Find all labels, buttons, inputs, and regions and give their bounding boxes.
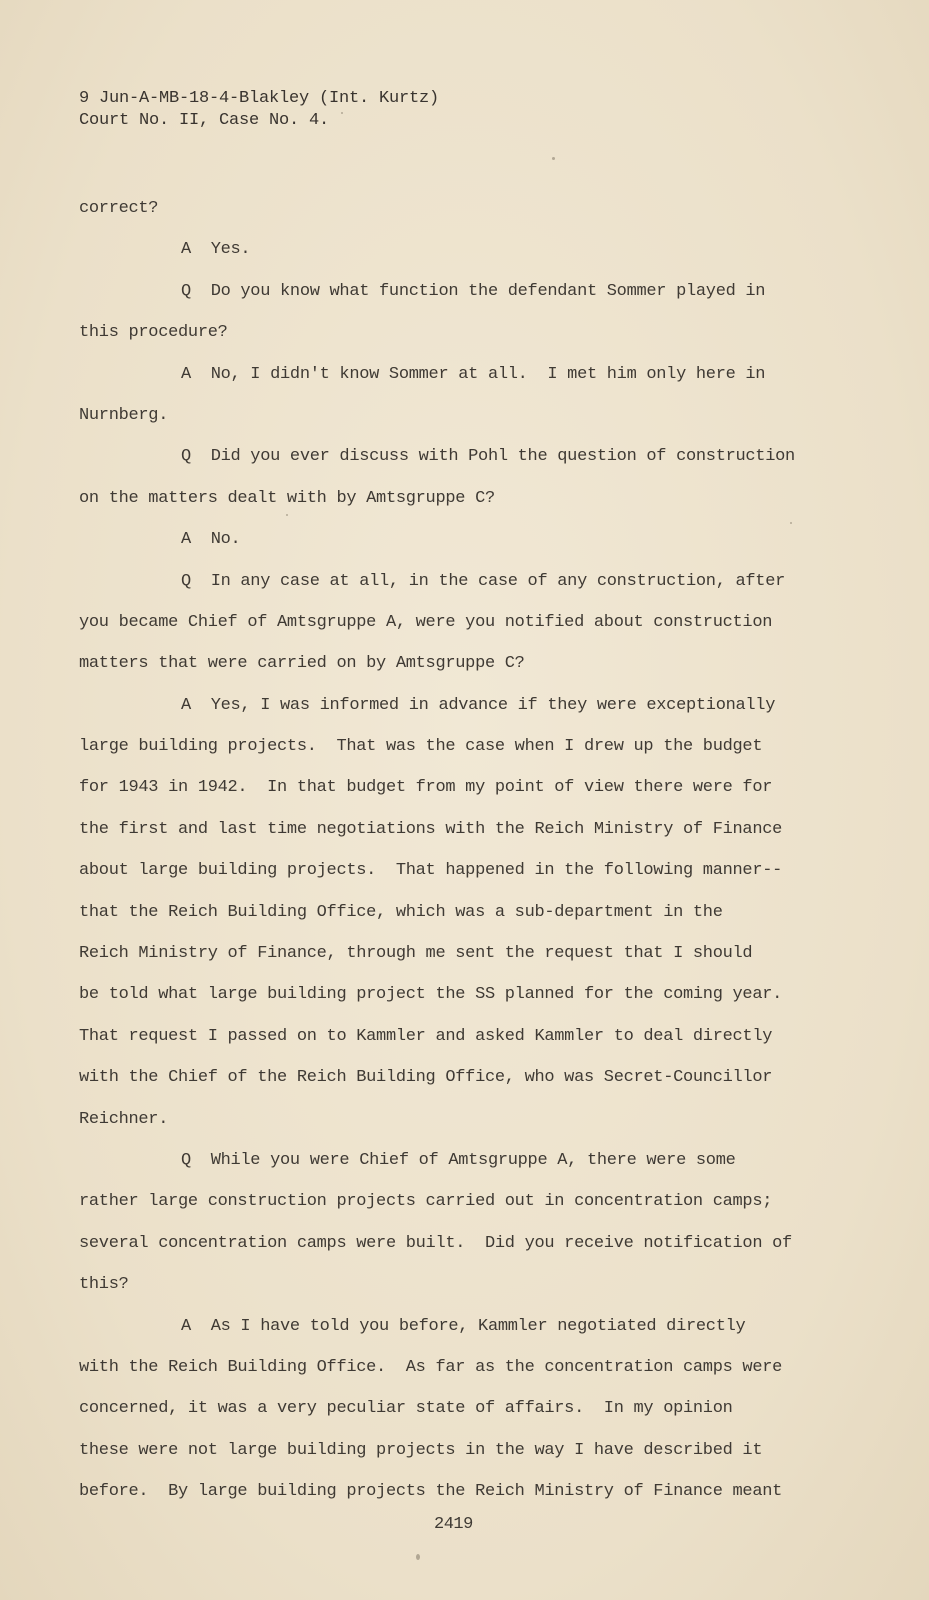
transcript-line: before. By large building projects the Reich Ministry of Finance meant bbox=[79, 1482, 783, 1502]
transcript-line: rather large construction projects carried out in concentration camps; bbox=[79, 1192, 773, 1212]
transcript-line: A Yes, I was informed in advance if they were exceptionally bbox=[181, 695, 776, 715]
page-number: 2419 bbox=[434, 1515, 473, 1534]
transcript-line: you became Chief of Amtsgruppe A, were you notified about construction bbox=[79, 612, 773, 632]
transcript-line: large building projects. That was the case when I drew up the budget bbox=[79, 737, 763, 757]
transcript-line: these were not large building projects in the way I have described it bbox=[79, 1440, 763, 1460]
header-line-2: Court No. II, Case No. 4. bbox=[79, 111, 330, 130]
paper-speck bbox=[286, 514, 288, 516]
transcript-line: Reich Ministry of Finance, through me sent the request that I should bbox=[79, 944, 753, 964]
transcript-line: Q In any case at all, in the case of any construction, after bbox=[181, 571, 786, 591]
transcript-line: A Yes. bbox=[181, 240, 251, 260]
transcript-line: That request I passed on to Kammler and asked Kammler to deal directly bbox=[79, 1026, 773, 1046]
paper-speck bbox=[552, 157, 555, 160]
transcript-line: A As I have told you before, Kammler negotiated directly bbox=[181, 1316, 746, 1336]
transcript-line: Q While you were Chief of Amtsgruppe A, there were some bbox=[181, 1150, 736, 1170]
transcript-line: A No. bbox=[181, 530, 241, 550]
transcript-line: several concentration camps were built. Did you receive notification of bbox=[79, 1233, 792, 1253]
paper-speck bbox=[341, 112, 343, 114]
paper-speck bbox=[416, 1554, 420, 1560]
header-line-1: 9 Jun-A-MB-18-4-Blakley (Int. Kurtz) bbox=[79, 89, 440, 108]
transcript-line: this? bbox=[79, 1275, 129, 1295]
transcript-line: this procedure? bbox=[79, 323, 228, 343]
transcript-line: the first and last time negotiations with the Reich Ministry of Finance bbox=[79, 819, 783, 839]
transcript-line: Q Did you ever discuss with Pohl the question of construction bbox=[181, 447, 795, 467]
transcript-line: for 1943 in 1942. In that budget from my point of view there were for bbox=[79, 778, 773, 798]
document-header bbox=[79, 88, 439, 132]
transcript-line: with the Chief of the Reich Building Office, who was Secret-Councillor bbox=[79, 1068, 773, 1088]
transcript-body bbox=[79, 188, 829, 1513]
transcript-line: on the matters dealt with by Amtsgruppe C? bbox=[79, 488, 495, 508]
transcript-line: correct? bbox=[79, 199, 159, 218]
transcript-line: with the Reich Building Office. As far as the concentration camps were bbox=[79, 1357, 783, 1377]
paper-speck bbox=[790, 522, 792, 524]
transcript-line: Q Do you know what function the defendant Sommer played in bbox=[181, 281, 766, 301]
transcript-line: about large building projects. That happened in the following manner-- bbox=[79, 861, 783, 881]
transcript-line: concerned, it was a very peculiar state of affairs. In my opinion bbox=[79, 1399, 733, 1419]
transcript-line: Reichner. bbox=[79, 1109, 169, 1129]
transcript-line: A No, I didn't know Sommer at all. I met him only here in bbox=[181, 364, 766, 384]
transcript-line: that the Reich Building Office, which was a sub-department in the bbox=[79, 902, 723, 922]
transcript-line: be told what large building project the SS planned for the coming year. bbox=[79, 985, 783, 1005]
transcript-line: matters that were carried on by Amtsgruppe C? bbox=[79, 654, 525, 674]
transcript-line: Nurnberg. bbox=[79, 405, 169, 425]
